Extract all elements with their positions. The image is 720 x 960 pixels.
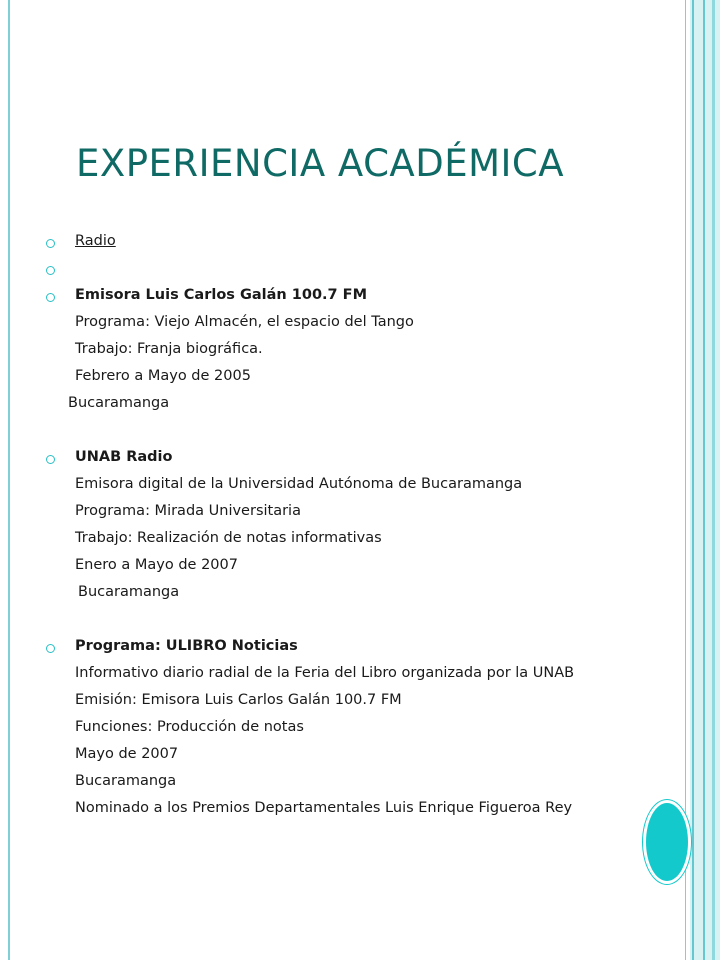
entry-detail: Emisión: Emisora Luis Carlos Galán 100.7 FM: [75, 692, 402, 708]
entry-heading: UNAB Radio: [75, 444, 675, 471]
empty-bullet: [75, 255, 675, 282]
slide-frame-right-band: [690, 0, 720, 960]
spacer: [75, 606, 675, 633]
entry-detail: Programa: Viejo Almacén, el espacio del Tango: [75, 314, 414, 330]
entry-detail: Emisora digital de la Universidad Autónoma de Bucaramanga: [75, 476, 523, 492]
slide-title: EXPERIENCIA ACADÉMICA: [76, 142, 565, 185]
entry-detail: Trabajo: Franja biográfica.: [75, 341, 263, 357]
entry-detail: Mayo de 2007: [75, 746, 179, 762]
entry-detail: Bucaramanga: [75, 773, 177, 789]
entry-heading: Programa: ULIBRO Noticias: [75, 633, 675, 660]
slide-frame-left: [8, 0, 10, 960]
entry-detail: Febrero a Mayo de 2005: [75, 368, 251, 384]
slide-frame-right-line: [712, 0, 715, 960]
entry-detail: Programa: Mirada Universitaria: [75, 503, 301, 519]
entry-detail: Bucaramanga: [78, 584, 180, 600]
entry-detail: Enero a Mayo de 2007: [75, 557, 238, 573]
slide-body: [68, 228, 675, 822]
entry-heading: Emisora Luis Carlos Galán 100.7 FM: [75, 282, 675, 309]
slide-frame-right-line: [703, 0, 705, 960]
entry-detail: Nominado a los Premios Departamentales Luis Enrique Figueroa Rey: [75, 800, 573, 816]
entry-detail: Trabajo: Realización de notas informativas: [75, 530, 382, 546]
entry-detail: Bucaramanga: [68, 395, 170, 411]
slide-frame-right-line: [692, 0, 694, 960]
spacer: [75, 417, 675, 444]
section-heading-radio: Radio: [75, 228, 675, 255]
entry-detail: Funciones: Producción de notas: [75, 719, 304, 735]
entry-detail: Informativo diario radial de la Feria del Libro organizada por la UNAB: [75, 665, 575, 681]
